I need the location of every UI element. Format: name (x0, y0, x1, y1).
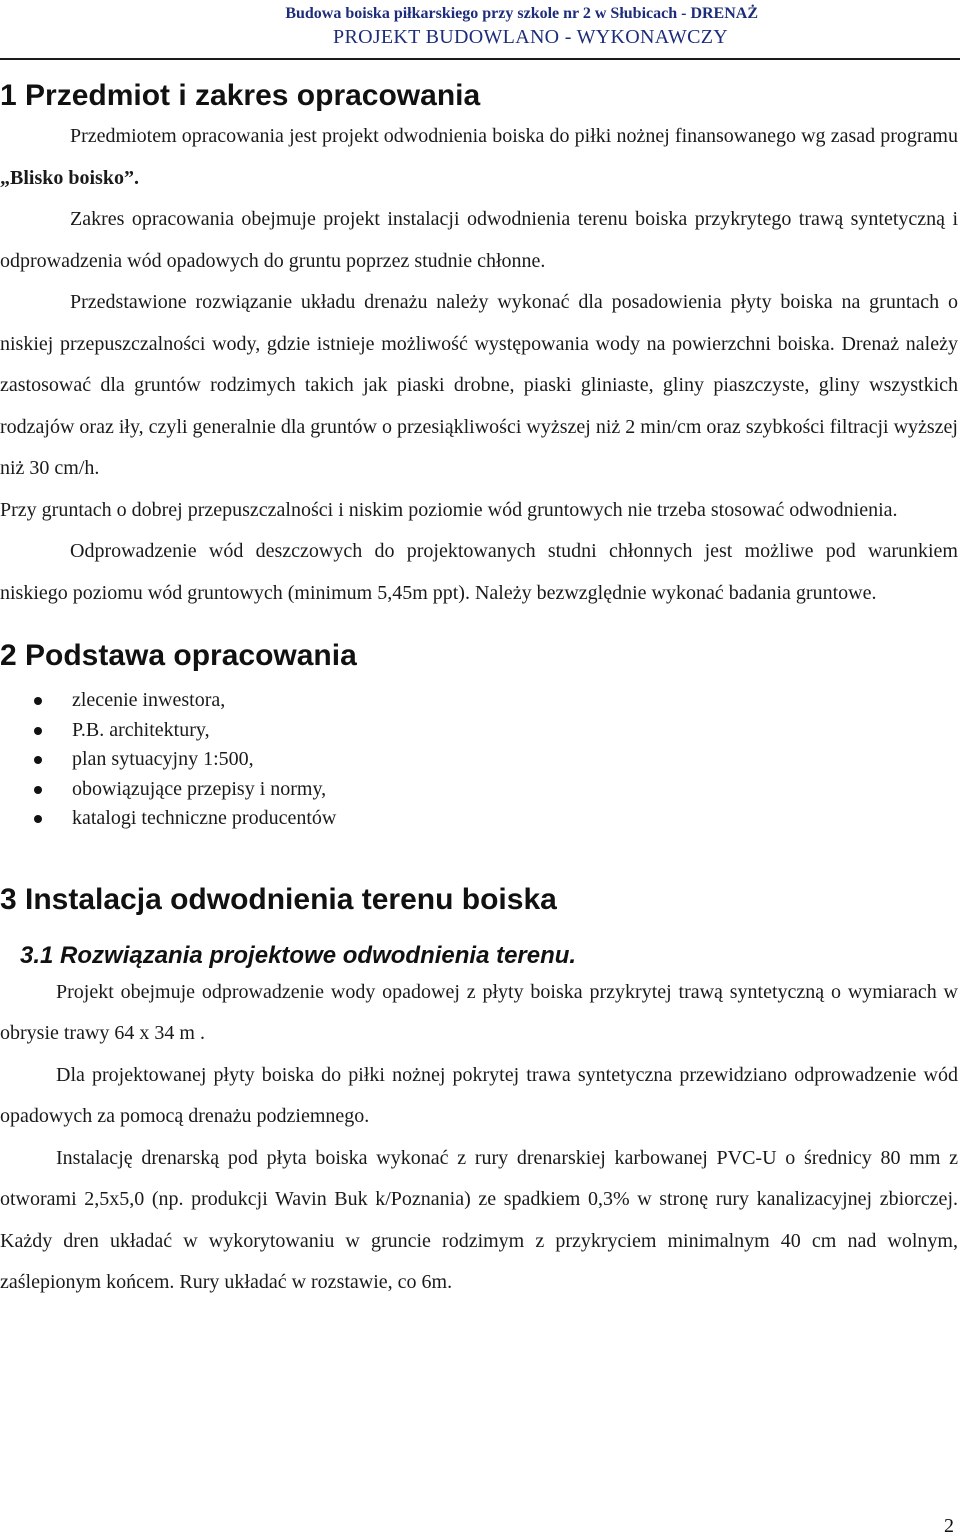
list-item (0, 745, 958, 775)
list-item-text: katalogi techniczne producentów (72, 807, 337, 829)
bullet-icon (34, 786, 42, 794)
section-1-paragraph-1 (0, 116, 958, 199)
list-item (0, 716, 958, 746)
section-1-heading: 1 Przedmiot i zakres opracowania (0, 79, 481, 112)
section-2-heading: 2 Podstawa opracowania (0, 639, 357, 672)
section-3-paragraph-3: Instalację drenarską pod płyta boiska wykonać z rury drenarskiej karbowanej PVC-U o średnicy 80 mm z otworami 2,5x5,0 (np. produkcji Wavin Buk k/Poznania) ze spadkiem 0,3% w stronę rury kanalizacyjnej zbiorczej. Każdy dren układać w wykorytowaniu w gruncie rodzimym z przykryciem minimalnym 40 cm nad wolnym, zaślepionym końcem. Rury układać w rozstawie, co 6m. (0, 1146, 958, 1293)
section-1-paragraph-5: Odprowadzenie wód deszczowych do projektowanych studni chłonnych jest możliwe pod warunkiem niskiego poziomu wód gruntowych (minimum 5,45m ppt). Należy bezwzględnie wykonać badania gruntowe. (0, 540, 958, 604)
page-number: 2 (944, 1515, 954, 1537)
header-divider (0, 58, 960, 60)
list-item (0, 804, 958, 834)
document-body (0, 76, 958, 1304)
bullet-icon (34, 697, 42, 705)
list-item-text: plan sytuacyjny 1:500, (72, 748, 254, 770)
list-item (0, 775, 958, 805)
section-1-paragraph-3: Przedstawione rozwiązanie układu drenażu należy wykonać dla posadowienia płyty boiska na gruntach o niskiej przepuszczalności wody, gdzie istnieje możliwość występowania wody na powierzchni boiska. Drenaż należy zastosować dla gruntów rodzimych takich jak piaski drobne, piaski gliniaste, gliny piaszczyste, gliny wszystkich rodzajów oraz iły, czyli generalnie dla gruntów o przesiąkliwości wyższej niż 2 min/cm oraz szybkości filtracji wyższej niż 30 cm/h. (0, 291, 958, 479)
source-list (0, 686, 958, 834)
list-item-text: P.B. architektury, (72, 718, 210, 741)
page-header (0, 4, 960, 50)
section-3-paragraph-2: Dla projektowanej płyty boiska do piłki nożnej pokrytej trawa syntetyczna przewidziano odprowadzenie wód opadowych za pomocą drenażu podziemnego. (0, 1063, 958, 1127)
section-3-1-heading: 3.1 Rozwiązania projektowe odwodnienia terenu. (20, 941, 577, 969)
section-3-paragraph-1: Projekt obejmuje odprowadzenie wody opadowej z płyty boiska przykrytej trawą syntetyczną o wymiarach w obrysie trawy 64 x 34 m . (0, 980, 958, 1044)
bullet-icon (34, 727, 42, 735)
list-item (0, 686, 958, 716)
program-name: „Blisko boisko”. (0, 166, 139, 189)
list-item-text: obowiązujące przepisy i normy, (72, 777, 327, 800)
header-project-type: PROJEKT BUDOWLANO - WYKONAWCZY (333, 26, 728, 48)
header-project-title: Budowa boiska piłkarskiego przy szkole nr 2 w Słubicach - DRENAŻ (285, 5, 758, 22)
list-item-text: zlecenie inwestora, (72, 689, 226, 711)
bullet-icon (34, 756, 42, 764)
section-1-paragraph-1-text: Przedmiotem opracowania jest projekt odwodnienia boiska do piłki nożnej finansowanego wg zasad programu (70, 125, 958, 147)
section-3-heading: 3 Instalacja odwodnienia terenu boiska (0, 882, 557, 916)
section-1-paragraph-2: Zakres opracowania obejmuje projekt instalacji odwodnienia terenu boiska przykrytego trawą syntetyczną i odprowadzenia wód opadowych do gruntu poprzez studnie chłonne. (0, 208, 958, 272)
section-1-paragraph-4: Przy gruntach o dobrej przepuszczalności i niskim poziomie wód gruntowych nie trzeba stosować odwodnienia. (0, 498, 898, 521)
bullet-icon (34, 815, 42, 823)
